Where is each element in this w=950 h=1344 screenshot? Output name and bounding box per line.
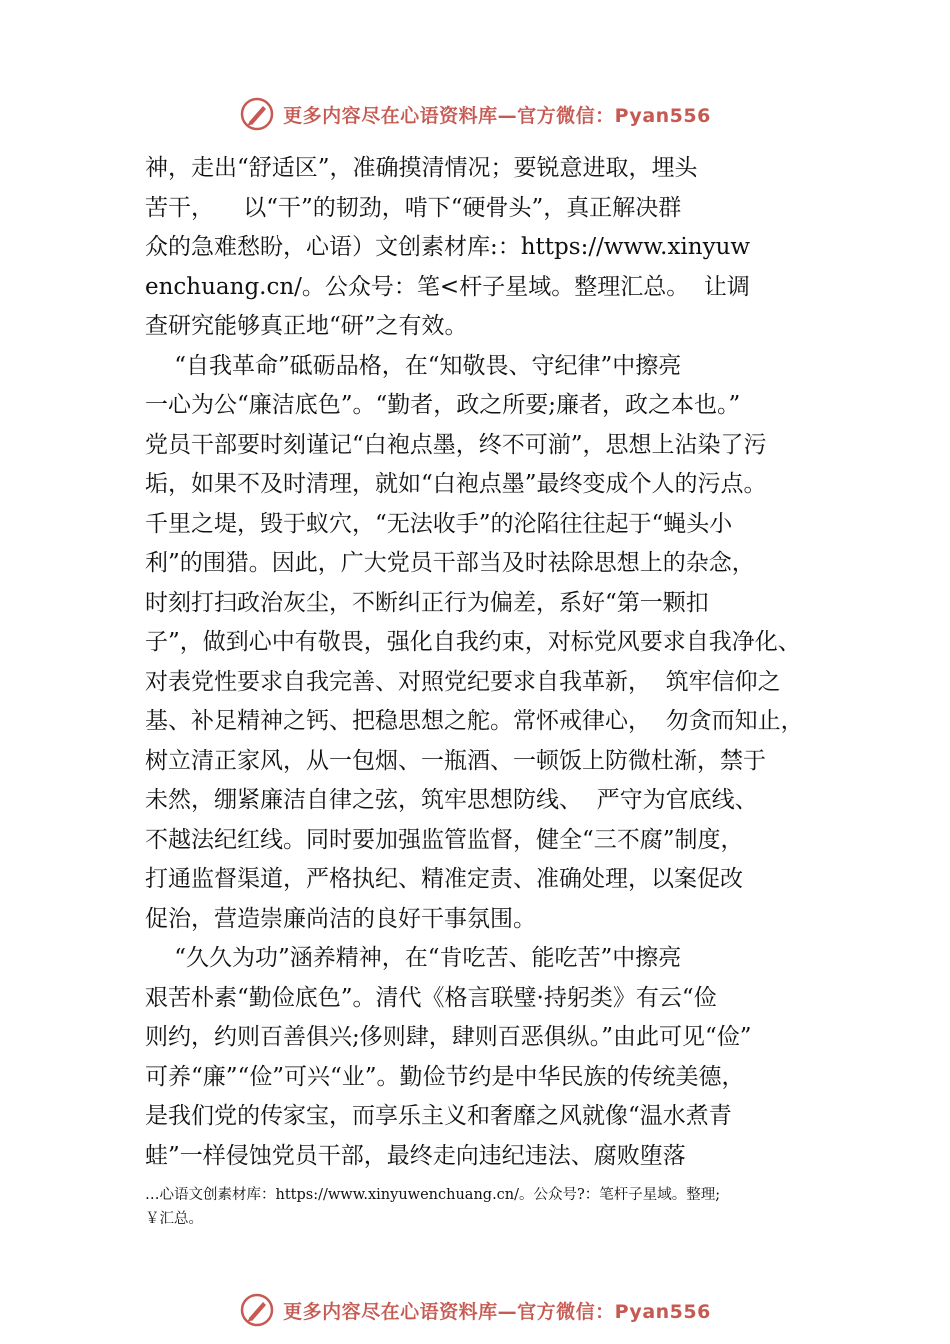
footnote-line: ￥汇总。 [145, 1211, 203, 1227]
body-line: 千里之堤，毁于蚁穴，“无法收手”的沦陷往往起于“蝇头小 [145, 510, 733, 537]
body-line: 打通监督渠道，严格执纪、精准定责、准确处理，以案促改 [145, 866, 743, 892]
body-line: 时刻打扫政治灰尘，不断纠正行为偏差，系好“第一颗扣 [145, 589, 709, 616]
document-body [145, 149, 835, 1176]
pen-logo-icon [239, 1292, 275, 1328]
footnote [145, 1183, 825, 1231]
pen-logo-icon [239, 96, 275, 132]
body-line: 对表党性要求自我完善、对照党纪要求自我革新， 筑牢信仰之 [145, 668, 781, 695]
body-line: 艰苦朴素“勤俭底色”。清代《格言联璧·持躬类》有云“俭 [145, 984, 717, 1011]
body-line: 神，走出“舒适区”，准确摸清情况；要锐意进取，埋头 [145, 155, 698, 181]
body-line: 一心为公“廉洁底色”。“勤者，政之所要;廉者，政之本也。” [145, 392, 741, 418]
body-line: 则约，约则百善俱兴;侈则肆，肆则百恶俱纵。”由此可见“俭” [145, 1024, 752, 1050]
body-line: 众的急难愁盼，心语）文创素材库:：https://www.xinyuw [145, 234, 751, 260]
body-line: 查研究能够真正地“研”之有效。 [145, 313, 468, 339]
footer-banner-text: 更多内容尽在心语资料库—官方微信：Pyan556 [283, 1300, 711, 1323]
body-line: 不越法纪红线。同时要加强监管监督，健全“三不腐”制度， [145, 826, 744, 853]
body-line: 树立清正家风，从一包烟、一瓶酒、一顿饭上防微杜渐，禁于 [145, 747, 766, 774]
body-line: 党员干部要时刻谨记“白袍点墨，终不可湔”，思想上沾染了污 [145, 431, 767, 458]
body-line: 利”的围猎。因此，广大党员干部当及时祛除思想上的杂念， [145, 550, 755, 576]
body-line: “自我革命”砥砺品格，在“知敬畏、守纪律”中擦亮 [145, 352, 682, 379]
body-line: enchuang.cn/。公众号：笔<杆子星域。整理汇总。 让调 [145, 273, 750, 300]
footer-banner [0, 1288, 950, 1332]
body-line: 促治，营造崇廉尚洁的良好干事氛围。 [145, 905, 536, 932]
body-line: 是我们党的传家宝，而享乐主义和奢靡之风就像“温水煮青 [145, 1103, 732, 1129]
body-line: 蛙”一样侵蚀党员干部，最终走向违纪违法、腐败堕落 [145, 1142, 686, 1169]
body-line: 垢，如果不及时清理，就如“白袍点墨”最终变成个人的污点。 [145, 471, 767, 497]
footnote-line: …心语文创素材库：https://www.xinyuwenchuang.cn/。公众号?：笔杆子星域。整理; [145, 1187, 721, 1203]
body-line: 子”，做到心中有敬畏，强化自我约束，对标党风要求自我净化、 [145, 629, 801, 655]
body-line: 可养“廉”“俭”可兴“业”。勤俭节约是中华民族的传统美德， [145, 1063, 745, 1090]
body-line: 基、补足精神之钙、把稳思想之舵。常怀戒律心， 勿贪而知止， [145, 708, 804, 734]
header-banner-text: 更多内容尽在心语资料库—官方微信：Pyan556 [283, 104, 711, 127]
header-banner [0, 92, 950, 136]
body-line: “久久为功”涵养精神，在“肯吃苦、能吃苦”中擦亮 [145, 945, 682, 971]
body-line: 苦干， 以“干”的韧劲，啃下“硬骨头”，真正解决群 [145, 194, 682, 221]
body-line: 未然，绷紧廉洁自律之弦，筑牢思想防线、 严守为官底线、 [145, 787, 758, 813]
